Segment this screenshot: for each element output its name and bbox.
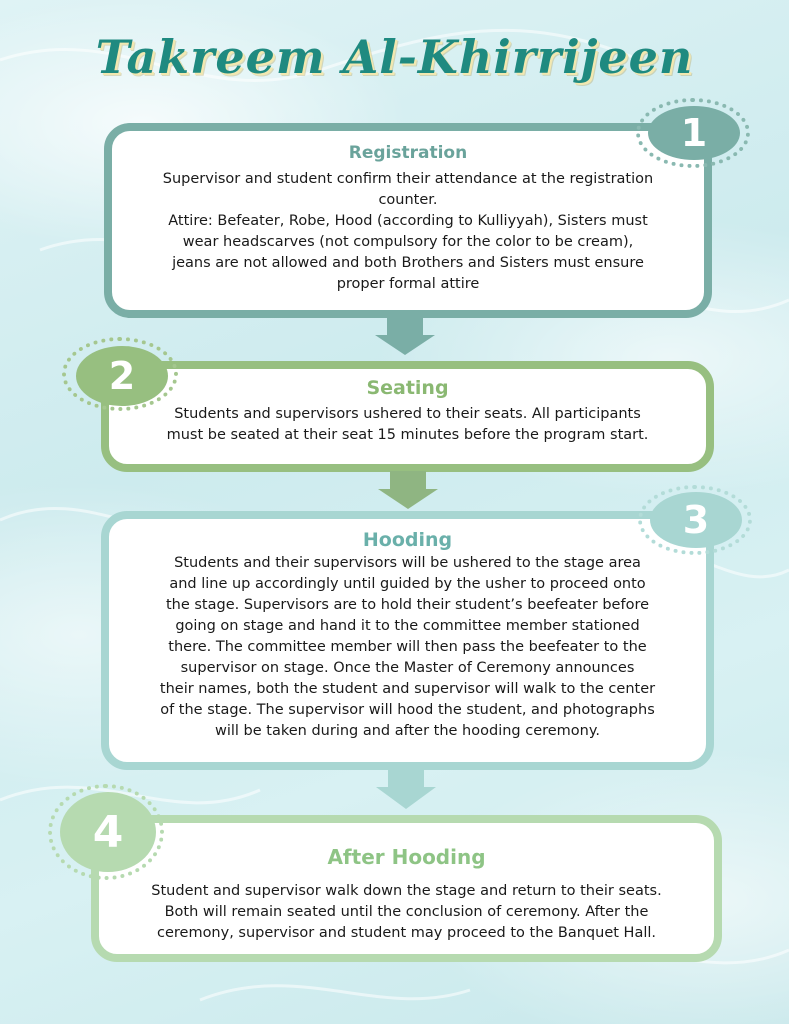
- step-text-line: Students and supervisors ushered to their seats. All participants: [174, 406, 641, 422]
- arrow-down-icon: [378, 471, 438, 511]
- page-title: Takreem Al-Khirrijeen: [95, 30, 694, 84]
- step-text-line: there. The committee member will then pass the beefeater to the: [168, 639, 647, 655]
- step-text-line: of the stage. The supervisor will hood the student, and photographs: [160, 702, 655, 718]
- step-text-line: Students and their supervisors will be ushered to the stage area: [174, 555, 641, 571]
- step-heading: Seating: [366, 377, 449, 399]
- step-number-badge: 2: [76, 346, 168, 406]
- step-card-after-hooding: [91, 815, 722, 962]
- step-number-badge: 4: [60, 792, 156, 872]
- step-card-seating: [101, 361, 714, 472]
- step-card-registration: [104, 123, 712, 318]
- step-text-line: the stage. Supervisors are to hold their student’s beefeater before: [165, 597, 650, 613]
- step-text-line: ceremony, supervisor and student may proceed to the Banquet Hall.: [156, 925, 656, 941]
- step-heading: Hooding: [362, 529, 453, 551]
- step-text-line: Student and supervisor walk down the stage and return to their seats.: [151, 883, 662, 899]
- arrow-down-icon: [376, 769, 436, 811]
- step-number-badge: 3: [650, 492, 742, 548]
- step-text-line: and line up accordingly until guided by the usher to proceed onto: [169, 576, 646, 592]
- step-number-badge: 1: [648, 106, 740, 160]
- step-text-line: proper formal attire: [336, 276, 480, 292]
- step-heading: Registration: [348, 143, 468, 163]
- step-text-line: their names, both the student and supervisor will walk to the center: [159, 681, 656, 697]
- arrow-down-icon: [375, 317, 435, 357]
- step-text-line: Supervisor and student confirm their attendance at the registration: [162, 171, 654, 187]
- step-card-hooding: [101, 511, 714, 770]
- step-text-line: going on stage and hand it to the committee member stationed: [175, 618, 640, 634]
- step-text-line: Both will remain seated until the conclusion of ceremony. After the: [164, 904, 649, 920]
- step-text-line: Attire: Befeater, Robe, Hood (according to Kulliyyah), Sisters must: [168, 213, 648, 229]
- step-text-line: will be taken during and after the hooding ceremony.: [215, 723, 600, 739]
- step-text-line: counter.: [378, 192, 438, 208]
- step-text-line: must be seated at their seat 15 minutes before the program start.: [166, 427, 649, 443]
- step-text-line: wear headscarves (not compulsory for the color to be cream),: [182, 234, 634, 250]
- step-text-line: jeans are not allowed and both Brothers and Sisters must ensure: [172, 255, 644, 271]
- step-heading: After Hooding: [327, 845, 486, 869]
- step-text-line: supervisor on stage. Once the Master of Ceremony announces: [180, 660, 635, 676]
